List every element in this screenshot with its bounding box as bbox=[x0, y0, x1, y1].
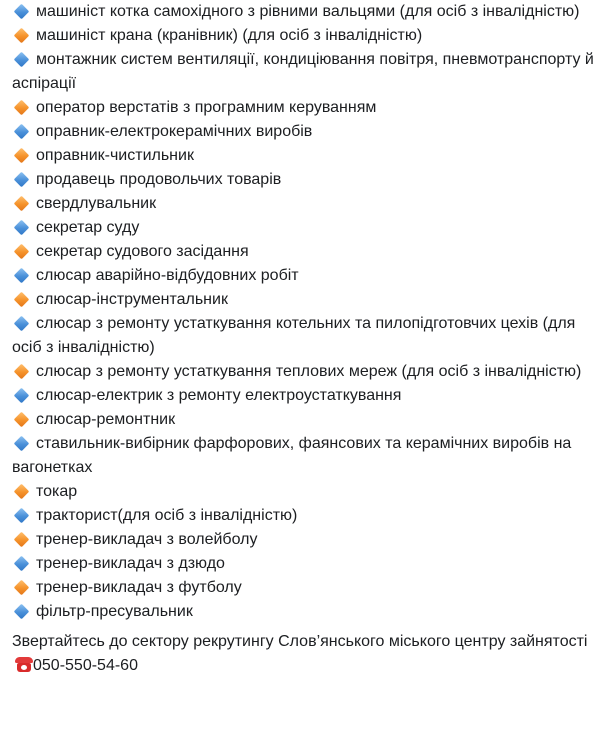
orange-diamond-icon bbox=[14, 195, 30, 211]
list-item bbox=[12, 360, 603, 384]
list-item-text: слюсар з ремонту устаткування теплових мереж (для осіб з інвалідністю) bbox=[36, 363, 582, 380]
orange-diamond-icon bbox=[14, 147, 30, 163]
contact-footer bbox=[12, 630, 603, 678]
list-item-text: тренер-викладач з волейболу bbox=[36, 531, 258, 548]
list-item bbox=[12, 408, 603, 432]
list-item-text: ставильник-вибірник фарфорових, фаянсових та керамічних виробів на вагонетках bbox=[12, 435, 572, 476]
blue-diamond-icon bbox=[14, 507, 30, 523]
list-item bbox=[12, 216, 603, 240]
list-item bbox=[12, 480, 603, 504]
list-item-text: слюсар з ремонту устаткування котельних та пилопідготовчих цехів (для осіб з інвалідністю) bbox=[12, 315, 576, 356]
list-item bbox=[12, 552, 603, 576]
list-item-text: секретар судового засідання bbox=[36, 243, 249, 260]
list-item-text: слюсар-електрик з ремонту електроустаткування bbox=[36, 387, 402, 404]
list-item-text: фільтр-пресувальник bbox=[36, 603, 193, 620]
list-item bbox=[12, 288, 603, 312]
list-item bbox=[12, 504, 603, 528]
list-item-text: тренер-викладач з дзюдо bbox=[36, 555, 225, 572]
blue-diamond-icon bbox=[14, 123, 30, 139]
orange-diamond-icon bbox=[14, 27, 30, 43]
list-item-text: продавець продовольчих товарів bbox=[36, 171, 282, 188]
list-item bbox=[12, 24, 603, 48]
list-item bbox=[12, 264, 603, 288]
list-item bbox=[12, 48, 603, 96]
list-item-text: машиніст крана (кранівник) (для осіб з інвалідністю) bbox=[36, 27, 423, 44]
list-item bbox=[12, 192, 603, 216]
list-item-text: монтажник систем вентиляції, кондиціювання повітря, пневмотранспорту й аспірації bbox=[12, 51, 594, 92]
list-item bbox=[12, 240, 603, 264]
list-item bbox=[12, 144, 603, 168]
list-item bbox=[12, 528, 603, 552]
list-item-text: секретар суду bbox=[36, 219, 140, 236]
list-item-text: токар bbox=[36, 483, 78, 500]
list-item bbox=[12, 96, 603, 120]
orange-diamond-icon bbox=[14, 411, 30, 427]
orange-diamond-icon bbox=[14, 483, 30, 499]
blue-diamond-icon bbox=[14, 267, 30, 283]
blue-diamond-icon bbox=[14, 219, 30, 235]
list-item bbox=[12, 576, 603, 600]
list-item bbox=[12, 120, 603, 144]
job-list bbox=[12, 0, 603, 624]
list-item bbox=[12, 432, 603, 480]
orange-diamond-icon bbox=[14, 531, 30, 547]
orange-diamond-icon bbox=[14, 363, 30, 379]
list-item-text: слюсар-ремонтник bbox=[36, 411, 176, 428]
list-item-text: свердлувальник bbox=[36, 195, 157, 212]
blue-diamond-icon bbox=[14, 603, 30, 619]
list-item bbox=[12, 600, 603, 624]
orange-diamond-icon bbox=[14, 243, 30, 259]
list-item-text: тракторист(для осіб з інвалідністю) bbox=[36, 507, 298, 524]
list-item-text: слюсар-інструментальник bbox=[36, 291, 228, 308]
list-item-text: оправник-електрокерамічних виробів bbox=[36, 123, 313, 140]
list-item-text: оправник-чистильник bbox=[36, 147, 194, 164]
blue-diamond-icon bbox=[14, 51, 30, 67]
phone-number[interactable]: 050-550-54-60 bbox=[33, 657, 138, 674]
list-item bbox=[12, 168, 603, 192]
telephone-icon bbox=[15, 657, 33, 672]
list-item-text: тренер-викладач з футболу bbox=[36, 579, 242, 596]
list-item bbox=[12, 312, 603, 360]
list-item bbox=[12, 384, 603, 408]
blue-diamond-icon bbox=[14, 3, 30, 19]
blue-diamond-icon bbox=[14, 315, 30, 331]
blue-diamond-icon bbox=[14, 171, 30, 187]
list-item-text: оператор верстатів з програмним керуванням bbox=[36, 99, 377, 116]
orange-diamond-icon bbox=[14, 291, 30, 307]
blue-diamond-icon bbox=[14, 435, 30, 451]
list-item-text: слюсар аварійно-відбудовних робіт bbox=[36, 267, 299, 284]
contact-text: Звертайтесь до сектору рекрутингу Слов’янського міського центру зайнятості bbox=[12, 633, 588, 650]
list-item bbox=[12, 0, 603, 24]
orange-diamond-icon bbox=[14, 579, 30, 595]
orange-diamond-icon bbox=[14, 99, 30, 115]
blue-diamond-icon bbox=[14, 555, 30, 571]
list-item-text: машиніст котка самохідного з рівними вальцями (для осіб з інвалідністю) bbox=[36, 3, 580, 20]
blue-diamond-icon bbox=[14, 387, 30, 403]
